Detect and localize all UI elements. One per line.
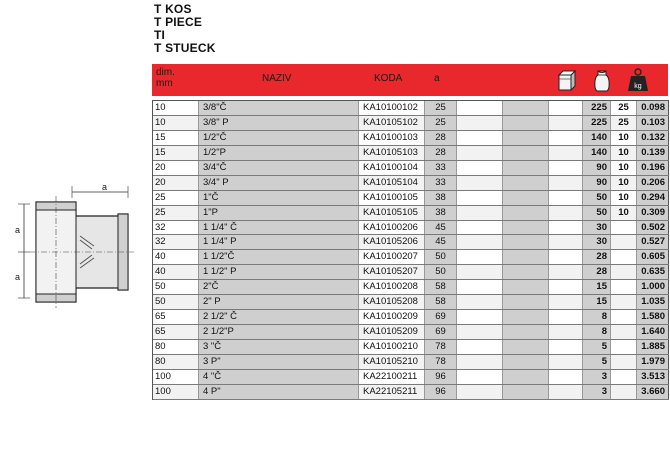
cell-empty	[457, 131, 503, 145]
cell-bag-qty	[611, 265, 637, 279]
cell-bag-qty	[611, 355, 637, 369]
cell-box-qty: 90	[583, 176, 611, 190]
cell-weight: 0.139	[637, 146, 669, 160]
cell-naziv: 2" P	[199, 295, 359, 309]
cell-empty	[457, 370, 503, 384]
cell-bag-qty: 10	[611, 146, 637, 160]
cell-empty	[457, 340, 503, 354]
dim-a-left-lower: a	[15, 272, 21, 282]
title-line: T STUECK	[154, 41, 216, 55]
cell-dim: 50	[153, 280, 199, 294]
cell-koda: KA10105102	[359, 116, 425, 130]
table-row	[153, 355, 669, 370]
cell-naziv: 3/4" P	[199, 176, 359, 190]
cell-a: 33	[425, 161, 457, 175]
cell-box-qty: 225	[583, 116, 611, 130]
cell-empty	[503, 250, 549, 264]
cell-empty	[549, 146, 583, 160]
table-row	[153, 161, 669, 176]
cell-dim: 15	[153, 146, 199, 160]
cell-naziv: 1 1/2"Č	[199, 250, 359, 264]
header-dim-unit: mm	[156, 78, 173, 89]
cell-dim: 100	[153, 385, 199, 399]
cell-empty	[503, 191, 549, 205]
cell-dim: 80	[153, 340, 199, 354]
cell-dim: 100	[153, 370, 199, 384]
cell-a: 78	[425, 355, 457, 369]
cell-koda: KA10105207	[359, 265, 425, 279]
cell-a: 78	[425, 340, 457, 354]
cell-koda: KA10105208	[359, 295, 425, 309]
cell-bag-qty	[611, 295, 637, 309]
header-dim-label: dim.	[156, 67, 175, 78]
cell-weight: 0.206	[637, 176, 669, 190]
cell-empty	[549, 131, 583, 145]
cell-bag-qty: 25	[611, 116, 637, 130]
cell-empty	[457, 250, 503, 264]
cell-a: 50	[425, 250, 457, 264]
cell-empty	[503, 355, 549, 369]
cell-naziv: 3/8"Č	[199, 101, 359, 115]
cell-box-qty: 140	[583, 131, 611, 145]
cell-dim: 20	[153, 161, 199, 175]
cell-empty	[503, 221, 549, 235]
header-koda: KODA	[374, 73, 403, 84]
title-line: T PIECE	[154, 15, 203, 29]
table-row	[153, 370, 669, 385]
cell-empty	[549, 206, 583, 220]
cell-bag-qty	[611, 310, 637, 324]
cell-naziv: 1"P	[199, 206, 359, 220]
cell-bag-qty: 10	[611, 131, 637, 145]
cell-naziv: 2 1/2"P	[199, 325, 359, 339]
cell-koda: KA10105209	[359, 325, 425, 339]
cell-empty	[503, 370, 549, 384]
cell-box-qty: 3	[583, 385, 611, 399]
cell-empty	[457, 161, 503, 175]
cell-box-qty: 50	[583, 191, 611, 205]
cell-weight: 0.635	[637, 265, 669, 279]
cell-empty	[503, 295, 549, 309]
cell-naziv: 2 1/2" Č	[199, 310, 359, 324]
cell-empty	[457, 146, 503, 160]
cell-weight: 1.885	[637, 340, 669, 354]
cell-empty	[457, 295, 503, 309]
cell-bag-qty	[611, 340, 637, 354]
cell-empty	[549, 116, 583, 130]
cell-dim: 50	[153, 295, 199, 309]
cell-empty	[549, 385, 583, 399]
cell-empty	[549, 221, 583, 235]
cell-empty	[549, 340, 583, 354]
cell-empty	[457, 280, 503, 294]
cell-box-qty: 30	[583, 221, 611, 235]
table-row	[153, 385, 669, 400]
cell-empty	[503, 310, 549, 324]
cell-dim: 65	[153, 325, 199, 339]
product-table	[152, 100, 669, 400]
cell-koda: KA10100206	[359, 221, 425, 235]
cell-a: 58	[425, 295, 457, 309]
cell-bag-qty: 10	[611, 161, 637, 175]
cell-koda: KA10100210	[359, 340, 425, 354]
cell-empty	[457, 206, 503, 220]
cell-bag-qty: 25	[611, 101, 637, 115]
bag-icon	[592, 67, 612, 93]
cell-dim: 80	[153, 355, 199, 369]
table-row	[153, 146, 669, 161]
cell-bag-qty	[611, 370, 637, 384]
cell-dim: 65	[153, 310, 199, 324]
cell-dim: 40	[153, 250, 199, 264]
table-row	[153, 325, 669, 340]
cell-dim: 20	[153, 176, 199, 190]
cell-empty	[503, 161, 549, 175]
cell-empty	[503, 340, 549, 354]
cell-weight: 0.605	[637, 250, 669, 264]
cell-a: 69	[425, 310, 457, 324]
cell-box-qty: 3	[583, 370, 611, 384]
cell-box-qty: 225	[583, 101, 611, 115]
cell-empty	[549, 325, 583, 339]
cell-koda: KA10100105	[359, 191, 425, 205]
cell-empty	[457, 101, 503, 115]
table-row	[153, 310, 669, 325]
table-row	[153, 101, 669, 116]
cell-weight: 0.098	[637, 101, 669, 115]
cell-empty	[549, 265, 583, 279]
cell-a: 58	[425, 280, 457, 294]
cell-box-qty: 90	[583, 161, 611, 175]
header-a: a	[434, 73, 440, 84]
cell-a: 45	[425, 235, 457, 249]
cell-weight: 1.035	[637, 295, 669, 309]
cell-bag-qty	[611, 280, 637, 294]
cell-bag-qty	[611, 235, 637, 249]
cell-empty	[549, 101, 583, 115]
cell-koda: KA10100208	[359, 280, 425, 294]
cell-dim: 10	[153, 116, 199, 130]
cell-empty	[503, 325, 549, 339]
cell-empty	[457, 191, 503, 205]
cell-a: 33	[425, 176, 457, 190]
cell-a: 28	[425, 146, 457, 160]
cell-empty	[503, 116, 549, 130]
cell-koda: KA10105103	[359, 146, 425, 160]
cell-box-qty: 50	[583, 206, 611, 220]
cell-bag-qty: 10	[611, 206, 637, 220]
carton-box-icon	[556, 67, 578, 93]
cell-weight: 0.309	[637, 206, 669, 220]
cell-naziv: 4 P"	[199, 385, 359, 399]
cell-naziv: 1/2"Č	[199, 131, 359, 145]
table-header	[152, 64, 668, 96]
cell-dim: 40	[153, 265, 199, 279]
cell-bag-qty: 10	[611, 191, 637, 205]
cell-naziv: 1/2"P	[199, 146, 359, 160]
cell-koda: KA10105104	[359, 176, 425, 190]
table-row	[153, 131, 669, 146]
cell-empty	[549, 280, 583, 294]
table-row	[153, 340, 669, 355]
cell-empty	[457, 265, 503, 279]
cell-dim: 15	[153, 131, 199, 145]
cell-empty	[457, 221, 503, 235]
cell-naziv: 3/4"Č	[199, 161, 359, 175]
cell-box-qty: 140	[583, 146, 611, 160]
cell-empty	[503, 385, 549, 399]
cell-empty	[549, 235, 583, 249]
cell-box-qty: 5	[583, 340, 611, 354]
cell-weight: 0.502	[637, 221, 669, 235]
cell-weight: 0.103	[637, 116, 669, 130]
cell-empty	[549, 191, 583, 205]
cell-koda: KA22100211	[359, 370, 425, 384]
cell-empty	[457, 176, 503, 190]
cell-box-qty: 8	[583, 310, 611, 324]
table-row	[153, 176, 669, 191]
cell-naziv: 3 P"	[199, 355, 359, 369]
cell-koda: KA10105105	[359, 206, 425, 220]
cell-weight: 0.294	[637, 191, 669, 205]
cell-naziv: 3 "Č	[199, 340, 359, 354]
table-row	[153, 221, 669, 236]
cell-box-qty: 28	[583, 265, 611, 279]
cell-empty	[549, 310, 583, 324]
cell-empty	[457, 325, 503, 339]
dim-a-left-upper: a	[15, 225, 21, 235]
cell-box-qty: 28	[583, 250, 611, 264]
cell-bag-qty	[611, 385, 637, 399]
cell-a: 25	[425, 101, 457, 115]
cell-koda: KA10100209	[359, 310, 425, 324]
cell-a: 38	[425, 191, 457, 205]
cell-empty	[549, 161, 583, 175]
cell-bag-qty	[611, 250, 637, 264]
cell-a: 96	[425, 370, 457, 384]
header-dim	[156, 67, 175, 89]
cell-empty	[503, 176, 549, 190]
cell-weight: 3.513	[637, 370, 669, 384]
cell-empty	[549, 355, 583, 369]
cell-weight: 0.196	[637, 161, 669, 175]
cell-empty	[457, 235, 503, 249]
cell-empty	[503, 235, 549, 249]
cell-bag-qty: 10	[611, 176, 637, 190]
header-naziv: NAZIV	[262, 73, 292, 84]
cell-koda: KA10100207	[359, 250, 425, 264]
cell-empty	[503, 206, 549, 220]
cell-empty	[457, 310, 503, 324]
cell-koda: KA10100102	[359, 101, 425, 115]
table-row	[153, 250, 669, 265]
cell-dim: 25	[153, 191, 199, 205]
cell-naziv: 3/8" P	[199, 116, 359, 130]
table-row	[153, 280, 669, 295]
cell-dim: 10	[153, 101, 199, 115]
cell-koda: KA10100104	[359, 161, 425, 175]
cell-bag-qty	[611, 325, 637, 339]
cell-empty	[457, 116, 503, 130]
cell-weight: 1.000	[637, 280, 669, 294]
cell-a: 38	[425, 206, 457, 220]
cell-box-qty: 30	[583, 235, 611, 249]
cell-empty	[549, 370, 583, 384]
cell-dim: 32	[153, 235, 199, 249]
cell-empty	[549, 176, 583, 190]
cell-a: 96	[425, 385, 457, 399]
cell-empty	[503, 101, 549, 115]
cell-naziv: 4 "Č	[199, 370, 359, 384]
cell-box-qty: 8	[583, 325, 611, 339]
cell-dim: 32	[153, 221, 199, 235]
table-row	[153, 265, 669, 280]
cell-a: 45	[425, 221, 457, 235]
cell-koda: KA10105206	[359, 235, 425, 249]
cell-weight: 1.979	[637, 355, 669, 369]
cell-empty	[549, 295, 583, 309]
cell-naziv: 1 1/2" P	[199, 265, 359, 279]
kg-label: kg	[634, 83, 642, 90]
cell-empty	[503, 131, 549, 145]
dim-a-top: a	[102, 182, 108, 192]
cell-koda: KA10100103	[359, 131, 425, 145]
tee-fitting-drawing	[10, 180, 140, 310]
table-row	[153, 295, 669, 310]
weight-kg-icon	[626, 67, 650, 93]
cell-a: 69	[425, 325, 457, 339]
cell-a: 28	[425, 131, 457, 145]
table-row	[153, 191, 669, 206]
cell-koda: KA10105210	[359, 355, 425, 369]
cell-dim: 25	[153, 206, 199, 220]
cell-weight: 0.527	[637, 235, 669, 249]
cell-empty	[503, 146, 549, 160]
table-row	[153, 206, 669, 221]
cell-box-qty: 5	[583, 355, 611, 369]
cell-naziv: 1"Č	[199, 191, 359, 205]
product-titles	[154, 3, 216, 55]
cell-weight: 1.580	[637, 310, 669, 324]
title-line: T KOS	[154, 2, 192, 16]
cell-empty	[503, 265, 549, 279]
cell-a: 50	[425, 265, 457, 279]
cell-box-qty: 15	[583, 280, 611, 294]
cell-bag-qty	[611, 221, 637, 235]
cell-weight: 3.660	[637, 385, 669, 399]
cell-empty	[457, 385, 503, 399]
cell-empty	[457, 355, 503, 369]
cell-naziv: 1 1/4" Č	[199, 221, 359, 235]
cell-empty	[503, 280, 549, 294]
cell-empty	[549, 250, 583, 264]
table-row	[153, 235, 669, 250]
cell-naziv: 2"Č	[199, 280, 359, 294]
table-row	[153, 116, 669, 131]
cell-weight: 1.640	[637, 325, 669, 339]
cell-koda: KA22105211	[359, 385, 425, 399]
cell-naziv: 1 1/4" P	[199, 235, 359, 249]
title-line: TI	[154, 28, 166, 42]
cell-a: 25	[425, 116, 457, 130]
cell-weight: 0.132	[637, 131, 669, 145]
cell-box-qty: 15	[583, 295, 611, 309]
